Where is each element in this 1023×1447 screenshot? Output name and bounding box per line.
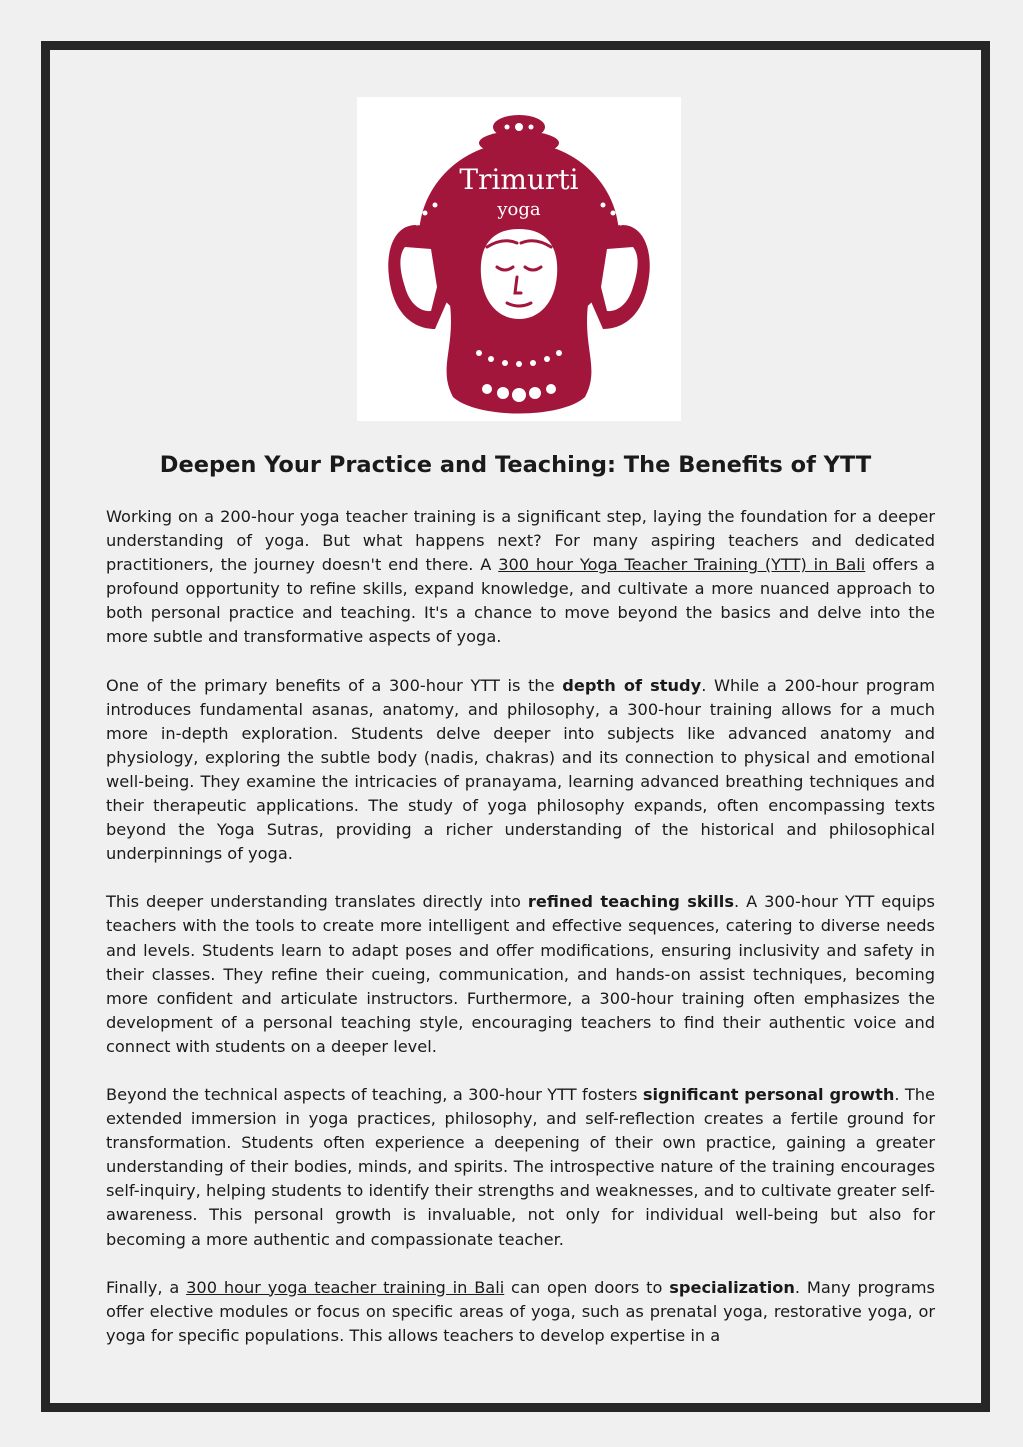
paragraph-text: . Many programs offer elective modules or focus on specific areas of yoga, such as prenatal yoga, restorative yoga, or yoga for specific populations. This allows teachers to develop expertise in a bbox=[106, 1277, 935, 1345]
paragraph-specialization bbox=[106, 1276, 935, 1348]
ytt-bali-link[interactable]: 300 hour Yoga Teacher Training (YTT) in Bali bbox=[498, 555, 866, 575]
page-frame bbox=[41, 41, 990, 1412]
paragraph-personal-growth bbox=[106, 1083, 935, 1252]
paragraph-text: Finally, a bbox=[106, 1277, 187, 1297]
paragraph-text: Working on a 200-hour yoga teacher training is a significant step, laying the foundation for a deeper understanding of yoga. But what happens next? For many aspiring teachers and dedicated practitioners, the journey doesn't end there. A bbox=[106, 507, 935, 575]
bold-phrase: depth of study bbox=[562, 675, 702, 695]
paragraph-text: can open doors to bbox=[504, 1277, 670, 1297]
trimurti-logo-icon bbox=[357, 97, 681, 421]
trimurti-yoga-logo bbox=[357, 97, 681, 421]
paragraph-text: offers a profound opportunity to refine skills, expand knowledge, and cultivate a more nuanced approach to both personal practice and teaching. It's a chance to move beyond the basics and delve into the more subtle and transformative aspects of yoga. bbox=[106, 555, 935, 647]
paragraph-text: . The extended immersion in yoga practices, philosophy, and self-reflection creates a fertile ground for transformation. Students often experience a deepening of their own practice, gaining a greater understanding of their bodies, minds, and spirits. The introspective nature of the training encourages self-inquiry, helping students to identify their strengths and weaknesses, and to cultivate greater self-awareness. This personal growth is invaluable, not only for individual well-being but also for becoming a more authentic and compassionate teacher. bbox=[106, 1084, 935, 1249]
paragraph-text: . A 300-hour YTT equips teachers with the tools to create more intelligent and effective sequences, catering to diverse needs and levels. Students learn to adapt poses and offer modifications, ensuring inclusivity and safety in their classes. They refine their cueing, communication, and hands-on assist techniques, becoming more confident and articulate instructors. Furthermore, a 300-hour training often emphasizes the development of a personal teaching style, encouraging teachers to find their authentic voice and connect with students on a deeper level. bbox=[106, 892, 935, 1056]
paragraph-text: . While a 200-hour program introduces fundamental asanas, anatomy, and philosophy, a 300-hour training allows for a much more in-depth exploration. Students delve deeper into subjects like advanced anatomy and physiology, exploring the subtle body (nadis, chakras) and its connection to physical and emotional well-being. They examine the intricacies of pranayama, learning advanced breathing techniques and their therapeutic applications. The study of yoga philosophy expands, often encompassing texts beyond the Yoga Sutras, providing a richer understanding of the historical and philosophical underpinnings of yoga. bbox=[106, 675, 936, 864]
paragraph-intro bbox=[106, 505, 935, 650]
brand-name-text: Trimurti bbox=[459, 163, 579, 196]
bold-phrase: significant personal growth bbox=[642, 1084, 895, 1104]
bold-phrase: refined teaching skills bbox=[527, 892, 734, 912]
bold-phrase: specialization bbox=[669, 1277, 795, 1297]
paragraph-text: One of the primary benefits of a 300-hour YTT is the bbox=[106, 675, 563, 695]
paragraph-text: Beyond the technical aspects of teaching, a 300-hour YTT fosters bbox=[106, 1084, 643, 1104]
article-title: Deepen Your Practice and Teaching: The Benefits of YTT bbox=[159, 452, 872, 478]
article-body bbox=[106, 505, 935, 1372]
teacher-training-bali-link[interactable]: 300 hour yoga teacher training in Bali bbox=[186, 1277, 505, 1297]
brand-sub-text: yoga bbox=[497, 199, 541, 220]
paragraph-text: This deeper understanding translates directly into bbox=[106, 892, 528, 912]
paragraph-teaching-skills bbox=[106, 890, 935, 1059]
paragraph-depth-of-study bbox=[106, 674, 935, 867]
